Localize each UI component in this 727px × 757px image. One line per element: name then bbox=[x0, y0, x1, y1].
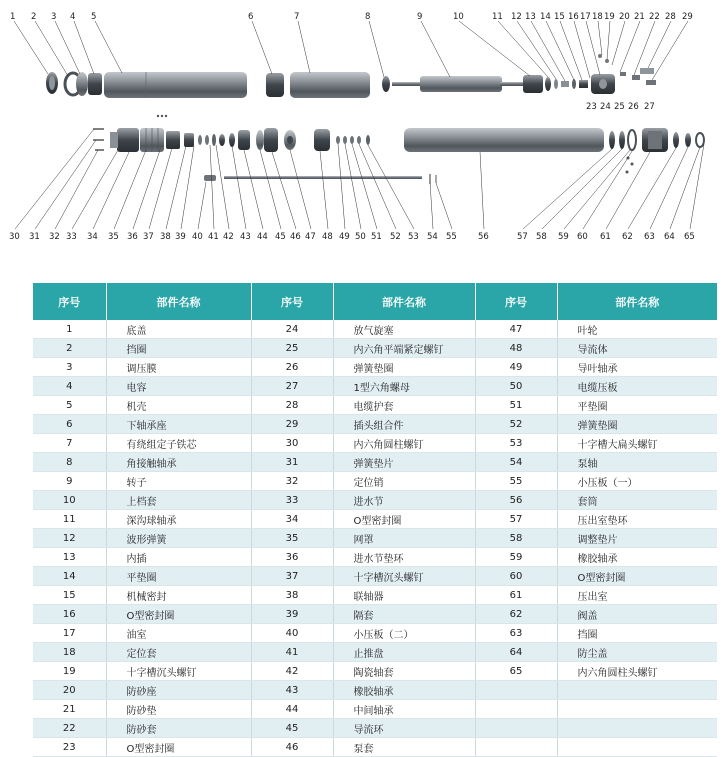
part-name-cell: 导叶轴承 bbox=[557, 358, 717, 377]
part-number-cell: 57 bbox=[475, 510, 557, 529]
callout-label: 40 bbox=[192, 232, 203, 242]
col-header-no: 序号 bbox=[33, 283, 106, 320]
callout-label: 60 bbox=[577, 232, 588, 242]
part-48-diffuser bbox=[314, 129, 330, 151]
callout-label: 23 bbox=[586, 102, 597, 112]
callout-label: 42 bbox=[223, 232, 234, 242]
callout-label: 37 bbox=[143, 232, 154, 242]
part-name-cell: 中间轴承 bbox=[333, 700, 475, 719]
table-row bbox=[33, 434, 717, 453]
part-number-cell: 38 bbox=[251, 586, 333, 605]
part-number-cell: 53 bbox=[475, 434, 557, 453]
callout-label: 65 bbox=[684, 232, 695, 242]
col-header-name: 部件名称 bbox=[106, 283, 251, 320]
callout-label: 25 bbox=[614, 102, 625, 112]
table-row bbox=[33, 529, 717, 548]
part-name-cell: 电容 bbox=[106, 377, 251, 396]
part-3-diaphragm bbox=[76, 72, 88, 96]
part-number-cell: 31 bbox=[251, 453, 333, 472]
part-name-cell: 定位销 bbox=[333, 472, 475, 491]
callout-label: 10 bbox=[453, 12, 464, 22]
callout-label: 19 bbox=[604, 12, 615, 22]
callout-label: 33 bbox=[66, 232, 77, 242]
col-header-no: 序号 bbox=[251, 283, 333, 320]
parts-57-60-seals bbox=[609, 130, 636, 150]
part-number-cell: 17 bbox=[33, 624, 106, 643]
part-number-cell: 43 bbox=[251, 681, 333, 700]
callout-label: 54 bbox=[427, 232, 438, 242]
callout-label: 59 bbox=[558, 232, 569, 242]
table-row bbox=[33, 396, 717, 415]
motor-assembly-row bbox=[46, 54, 656, 98]
part-number-cell: 54 bbox=[475, 453, 557, 472]
callout-label: 47 bbox=[305, 232, 316, 242]
table-row bbox=[33, 358, 717, 377]
part-name-cell: 联轴器 bbox=[333, 586, 475, 605]
part-name-cell: 导流环 bbox=[333, 719, 475, 738]
callout-label: 58 bbox=[536, 232, 547, 242]
callout-label: 30 bbox=[9, 232, 20, 242]
part-name-cell: 波形弹簧 bbox=[106, 529, 251, 548]
part-number-cell: 19 bbox=[33, 662, 106, 681]
callout-label: 56 bbox=[478, 232, 489, 242]
part-number-cell: 36 bbox=[251, 548, 333, 567]
callout-label: 50 bbox=[355, 232, 366, 242]
table-row bbox=[33, 453, 717, 472]
part-name-cell: 叶轮 bbox=[557, 320, 717, 339]
part-name-cell: 挡圈 bbox=[106, 339, 251, 358]
callout-label: 3 bbox=[51, 12, 57, 22]
callout-label: 57 bbox=[517, 232, 528, 242]
table-row bbox=[33, 567, 717, 586]
part-name-cell: 小压板（一） bbox=[557, 472, 717, 491]
callout-label: 52 bbox=[390, 232, 401, 242]
part-number-cell: 48 bbox=[475, 339, 557, 358]
part-number-cell: 30 bbox=[251, 434, 333, 453]
part-number-cell: 39 bbox=[251, 605, 333, 624]
callout-label: 39 bbox=[175, 232, 186, 242]
table-row bbox=[33, 738, 717, 757]
callout-label: 34 bbox=[87, 232, 98, 242]
part-number-cell bbox=[475, 719, 557, 738]
part-name-cell: 压出室 bbox=[557, 586, 717, 605]
part-number-cell: 11 bbox=[33, 510, 106, 529]
part-name-cell: 调整垫片 bbox=[557, 529, 717, 548]
callout-label: 24 bbox=[600, 102, 611, 112]
part-name-cell: 导流体 bbox=[557, 339, 717, 358]
callout-label: 12 bbox=[511, 12, 522, 22]
part-name-cell: 小压板（二） bbox=[333, 624, 475, 643]
part-number-cell: 62 bbox=[475, 605, 557, 624]
callout-label: 16 bbox=[568, 12, 579, 22]
part-name-cell: 防砂套 bbox=[106, 719, 251, 738]
table-row bbox=[33, 491, 717, 510]
part-number-cell: 34 bbox=[251, 510, 333, 529]
part-number-cell: 5 bbox=[33, 396, 106, 415]
part-name-cell bbox=[557, 681, 717, 700]
part-45-guide-ring bbox=[256, 130, 264, 150]
callout-label: 36 bbox=[127, 232, 138, 242]
part-number-cell bbox=[475, 681, 557, 700]
part-name-cell: 放气旋塞 bbox=[333, 320, 475, 339]
part-name-cell: 套筒 bbox=[557, 491, 717, 510]
callout-label: 61 bbox=[600, 232, 611, 242]
part-name-cell: 电缆护套 bbox=[333, 396, 475, 415]
part-name-cell: 泵套 bbox=[333, 738, 475, 757]
part-name-cell: 上档套 bbox=[106, 491, 251, 510]
part-number-cell: 6 bbox=[33, 415, 106, 434]
callout-label: 27 bbox=[644, 102, 655, 112]
part-47-impeller bbox=[284, 130, 296, 150]
part-number-cell: 52 bbox=[475, 415, 557, 434]
parts-49-53-fasteners bbox=[336, 135, 370, 145]
part-number-cell: 13 bbox=[33, 548, 106, 567]
part-name-cell: 弹簧垫圈 bbox=[557, 415, 717, 434]
part-number-cell: 16 bbox=[33, 605, 106, 624]
part-number-cell: 49 bbox=[475, 358, 557, 377]
part-10-upper-sleeve bbox=[523, 75, 543, 93]
table-row bbox=[33, 415, 717, 434]
part-number-cell: 15 bbox=[33, 586, 106, 605]
callout-label: 8 bbox=[365, 12, 371, 22]
callout-label: 20 bbox=[619, 12, 630, 22]
part-name-cell: 进水节 bbox=[333, 491, 475, 510]
part-name-cell: 弹簧垫片 bbox=[333, 453, 475, 472]
callout-label: 11 bbox=[492, 12, 503, 22]
table-row bbox=[33, 643, 717, 662]
col-header-name: 部件名称 bbox=[333, 283, 475, 320]
part-56-sleeve-tube bbox=[404, 128, 604, 152]
callout-label: 35 bbox=[108, 232, 119, 242]
part-name-cell: O型密封圈 bbox=[106, 605, 251, 624]
table-row bbox=[33, 377, 717, 396]
table-row bbox=[33, 700, 717, 719]
part-17-oil-chamber bbox=[591, 74, 615, 94]
part-number-cell bbox=[475, 700, 557, 719]
callout-label: 6 bbox=[248, 12, 254, 22]
callout-label: 26 bbox=[628, 102, 639, 112]
part-number-cell: 2 bbox=[33, 339, 106, 358]
part-name-cell: 泵轴 bbox=[557, 453, 717, 472]
part-name-cell: 进水节垫环 bbox=[333, 548, 475, 567]
callout-label: 44 bbox=[257, 232, 268, 242]
callout-label: 41 bbox=[208, 232, 219, 242]
part-number-cell: 55 bbox=[475, 472, 557, 491]
part-number-cell: 44 bbox=[251, 700, 333, 719]
part-name-cell bbox=[557, 700, 717, 719]
part-number-cell: 1 bbox=[33, 320, 106, 339]
part-name-cell: 定位套 bbox=[106, 643, 251, 662]
callout-label: 7 bbox=[294, 12, 300, 22]
part-name-cell: 隔套 bbox=[333, 605, 475, 624]
callout-label: 64 bbox=[664, 232, 675, 242]
part-name-cell bbox=[557, 738, 717, 757]
callout-label: 63 bbox=[644, 232, 655, 242]
callout-label: 51 bbox=[371, 232, 382, 242]
callout-label: 62 bbox=[622, 232, 633, 242]
table-row bbox=[33, 510, 717, 529]
part-name-cell: 有绕组定子铁芯 bbox=[106, 434, 251, 453]
col-header-no: 序号 bbox=[475, 283, 557, 320]
part-number-cell: 35 bbox=[251, 529, 333, 548]
callout-label: 4 bbox=[70, 12, 76, 22]
part-number-cell: 21 bbox=[33, 700, 106, 719]
part-number-cell: 24 bbox=[251, 320, 333, 339]
part-number-cell: 47 bbox=[475, 320, 557, 339]
part-name-cell: 深沟球轴承 bbox=[106, 510, 251, 529]
table-row bbox=[33, 719, 717, 738]
part-number-cell: 63 bbox=[475, 624, 557, 643]
part-name-cell: 防尘盖 bbox=[557, 643, 717, 662]
part-number-cell: 59 bbox=[475, 548, 557, 567]
parts-table-body bbox=[33, 320, 717, 757]
part-number-cell: 10 bbox=[33, 491, 106, 510]
part-number-cell: 37 bbox=[251, 567, 333, 586]
part-number-cell: 65 bbox=[475, 662, 557, 681]
part-number-cell: 61 bbox=[475, 586, 557, 605]
callout-label: 9 bbox=[417, 12, 423, 22]
part-number-cell: 12 bbox=[33, 529, 106, 548]
part-4-capacitor bbox=[88, 73, 102, 95]
part-name-cell: 插头组合件 bbox=[333, 415, 475, 434]
part-name-cell: 压出室垫环 bbox=[557, 510, 717, 529]
diagram-labels-bottom bbox=[9, 232, 695, 242]
part-9-rotor bbox=[392, 76, 524, 92]
part-name-cell: 平垫圈 bbox=[106, 567, 251, 586]
part-name-cell: 橡胶轴承 bbox=[557, 548, 717, 567]
part-number-cell: 3 bbox=[33, 358, 106, 377]
table-row bbox=[33, 605, 717, 624]
callout-label: 32 bbox=[49, 232, 60, 242]
callout-label: 53 bbox=[408, 232, 419, 242]
callout-label: 18 bbox=[592, 12, 603, 22]
part-number-cell: 14 bbox=[33, 567, 106, 586]
part-name-cell: 角接触轴承 bbox=[106, 453, 251, 472]
table-header-row bbox=[33, 283, 717, 320]
part-name-cell: 内六角圆柱螺钉 bbox=[333, 434, 475, 453]
part-number-cell: 22 bbox=[33, 719, 106, 738]
table-row bbox=[33, 339, 717, 358]
part-number-cell: 58 bbox=[475, 529, 557, 548]
part-number-cell: 51 bbox=[475, 396, 557, 415]
part-name-cell: 十字槽大扁头螺钉 bbox=[557, 434, 717, 453]
part-name-cell bbox=[557, 719, 717, 738]
part-number-cell: 23 bbox=[33, 738, 106, 757]
callout-label: 2 bbox=[31, 12, 37, 22]
table-row bbox=[33, 624, 717, 643]
table-row bbox=[33, 472, 717, 491]
part-name-cell: 调压膜 bbox=[106, 358, 251, 377]
part-number-cell bbox=[475, 738, 557, 757]
part-number-cell: 56 bbox=[475, 491, 557, 510]
callout-label: 49 bbox=[339, 232, 350, 242]
callout-label: 31 bbox=[29, 232, 40, 242]
part-name-cell: 阀盖 bbox=[557, 605, 717, 624]
parts-40-43-bearings bbox=[198, 133, 235, 147]
part-number-cell: 27 bbox=[251, 377, 333, 396]
table-row bbox=[33, 662, 717, 681]
part-number-cell: 46 bbox=[251, 738, 333, 757]
part-name-cell: 内六角平端紧定螺钉 bbox=[333, 339, 475, 358]
part-name-cell: 挡圈 bbox=[557, 624, 717, 643]
callout-label: 55 bbox=[446, 232, 457, 242]
part-name-cell: 机壳 bbox=[106, 396, 251, 415]
part-name-cell: 十字槽沉头螺钉 bbox=[333, 567, 475, 586]
part-name-cell: 弹簧垫圈 bbox=[333, 358, 475, 377]
part-5-motor-housing bbox=[104, 72, 247, 98]
part-35-screen bbox=[140, 128, 164, 152]
part-number-cell: 32 bbox=[251, 472, 333, 491]
callout-label: 29 bbox=[682, 12, 693, 22]
table-row bbox=[33, 681, 717, 700]
part-number-cell: 4 bbox=[33, 377, 106, 396]
part-number-cell: 50 bbox=[475, 377, 557, 396]
part-number-cell: 7 bbox=[33, 434, 106, 453]
part-name-cell: 平垫圈 bbox=[557, 396, 717, 415]
parts-table bbox=[33, 283, 717, 757]
part-name-cell: O型密封圈 bbox=[557, 567, 717, 586]
part-name-cell: 内插 bbox=[106, 548, 251, 567]
diagram-labels-top bbox=[10, 12, 693, 22]
part-1-bottom-cover bbox=[46, 72, 58, 94]
part-name-cell: 底盖 bbox=[106, 320, 251, 339]
callout-label: 15 bbox=[554, 12, 565, 22]
part-number-cell: 45 bbox=[251, 719, 333, 738]
part-number-cell: 42 bbox=[251, 662, 333, 681]
part-name-cell: O型密封圈 bbox=[106, 738, 251, 757]
part-6-lower-bearing-seat bbox=[266, 73, 284, 97]
part-name-cell: 橡胶轴承 bbox=[333, 681, 475, 700]
callout-label: 45 bbox=[275, 232, 286, 242]
table-row bbox=[33, 548, 717, 567]
part-number-cell: 41 bbox=[251, 643, 333, 662]
part-number-cell: 28 bbox=[251, 396, 333, 415]
part-33-inlet-section bbox=[110, 128, 139, 152]
callout-label: 46 bbox=[290, 232, 301, 242]
callout-label: 5 bbox=[91, 12, 97, 22]
part-number-cell: 20 bbox=[33, 681, 106, 700]
part-number-cell: 26 bbox=[251, 358, 333, 377]
part-number-cell: 18 bbox=[33, 643, 106, 662]
part-number-cell: 60 bbox=[475, 567, 557, 586]
part-46-pump-sleeve bbox=[264, 128, 278, 152]
exploded-view-diagram bbox=[0, 0, 727, 260]
part-8-bearing bbox=[382, 76, 390, 92]
callout-label: 28 bbox=[665, 12, 676, 22]
part-number-cell: 40 bbox=[251, 624, 333, 643]
col-header-name: 部件名称 bbox=[557, 283, 717, 320]
part-name-cell: 下轴承座 bbox=[106, 415, 251, 434]
pump-assembly-row bbox=[93, 115, 704, 184]
part-name-cell: 网罩 bbox=[333, 529, 475, 548]
callout-label: 13 bbox=[525, 12, 536, 22]
part-name-cell: O型密封圈 bbox=[333, 510, 475, 529]
part-name-cell: 陶瓷轴套 bbox=[333, 662, 475, 681]
part-name-cell: 油室 bbox=[106, 624, 251, 643]
part-name-cell: 内六角圆柱头螺钉 bbox=[557, 662, 717, 681]
callout-label: 22 bbox=[649, 12, 660, 22]
part-number-cell: 64 bbox=[475, 643, 557, 662]
part-number-cell: 33 bbox=[251, 491, 333, 510]
part-61-discharge-chamber bbox=[642, 128, 668, 152]
part-number-cell: 29 bbox=[251, 415, 333, 434]
part-name-cell: 电缆压板 bbox=[557, 377, 717, 396]
callout-label: 17 bbox=[580, 12, 591, 22]
callout-label: 21 bbox=[634, 12, 645, 22]
callout-label: 38 bbox=[160, 232, 171, 242]
table-row bbox=[33, 586, 717, 605]
part-name-cell: 转子 bbox=[106, 472, 251, 491]
part-name-cell: 防砂垫 bbox=[106, 700, 251, 719]
table-row bbox=[33, 320, 717, 339]
part-number-cell: 9 bbox=[33, 472, 106, 491]
callout-label: 48 bbox=[322, 232, 333, 242]
part-name-cell: 防砂座 bbox=[106, 681, 251, 700]
part-number-cell: 25 bbox=[251, 339, 333, 358]
part-name-cell: 机械密封 bbox=[106, 586, 251, 605]
part-name-cell: 止推盘 bbox=[333, 643, 475, 662]
callout-label: 14 bbox=[540, 12, 551, 22]
part-number-cell: 8 bbox=[33, 453, 106, 472]
callout-label: 1 bbox=[10, 12, 16, 22]
diagram-labels-mid bbox=[586, 102, 655, 112]
callout-label: 43 bbox=[240, 232, 251, 242]
parts-30-32-screws bbox=[93, 129, 104, 150]
part-7-stator bbox=[290, 72, 370, 98]
part-name-cell: 1型六角螺母 bbox=[333, 377, 475, 396]
part-44-intermediate-bearing bbox=[238, 130, 250, 150]
part-name-cell: 十字槽沉头螺钉 bbox=[106, 662, 251, 681]
